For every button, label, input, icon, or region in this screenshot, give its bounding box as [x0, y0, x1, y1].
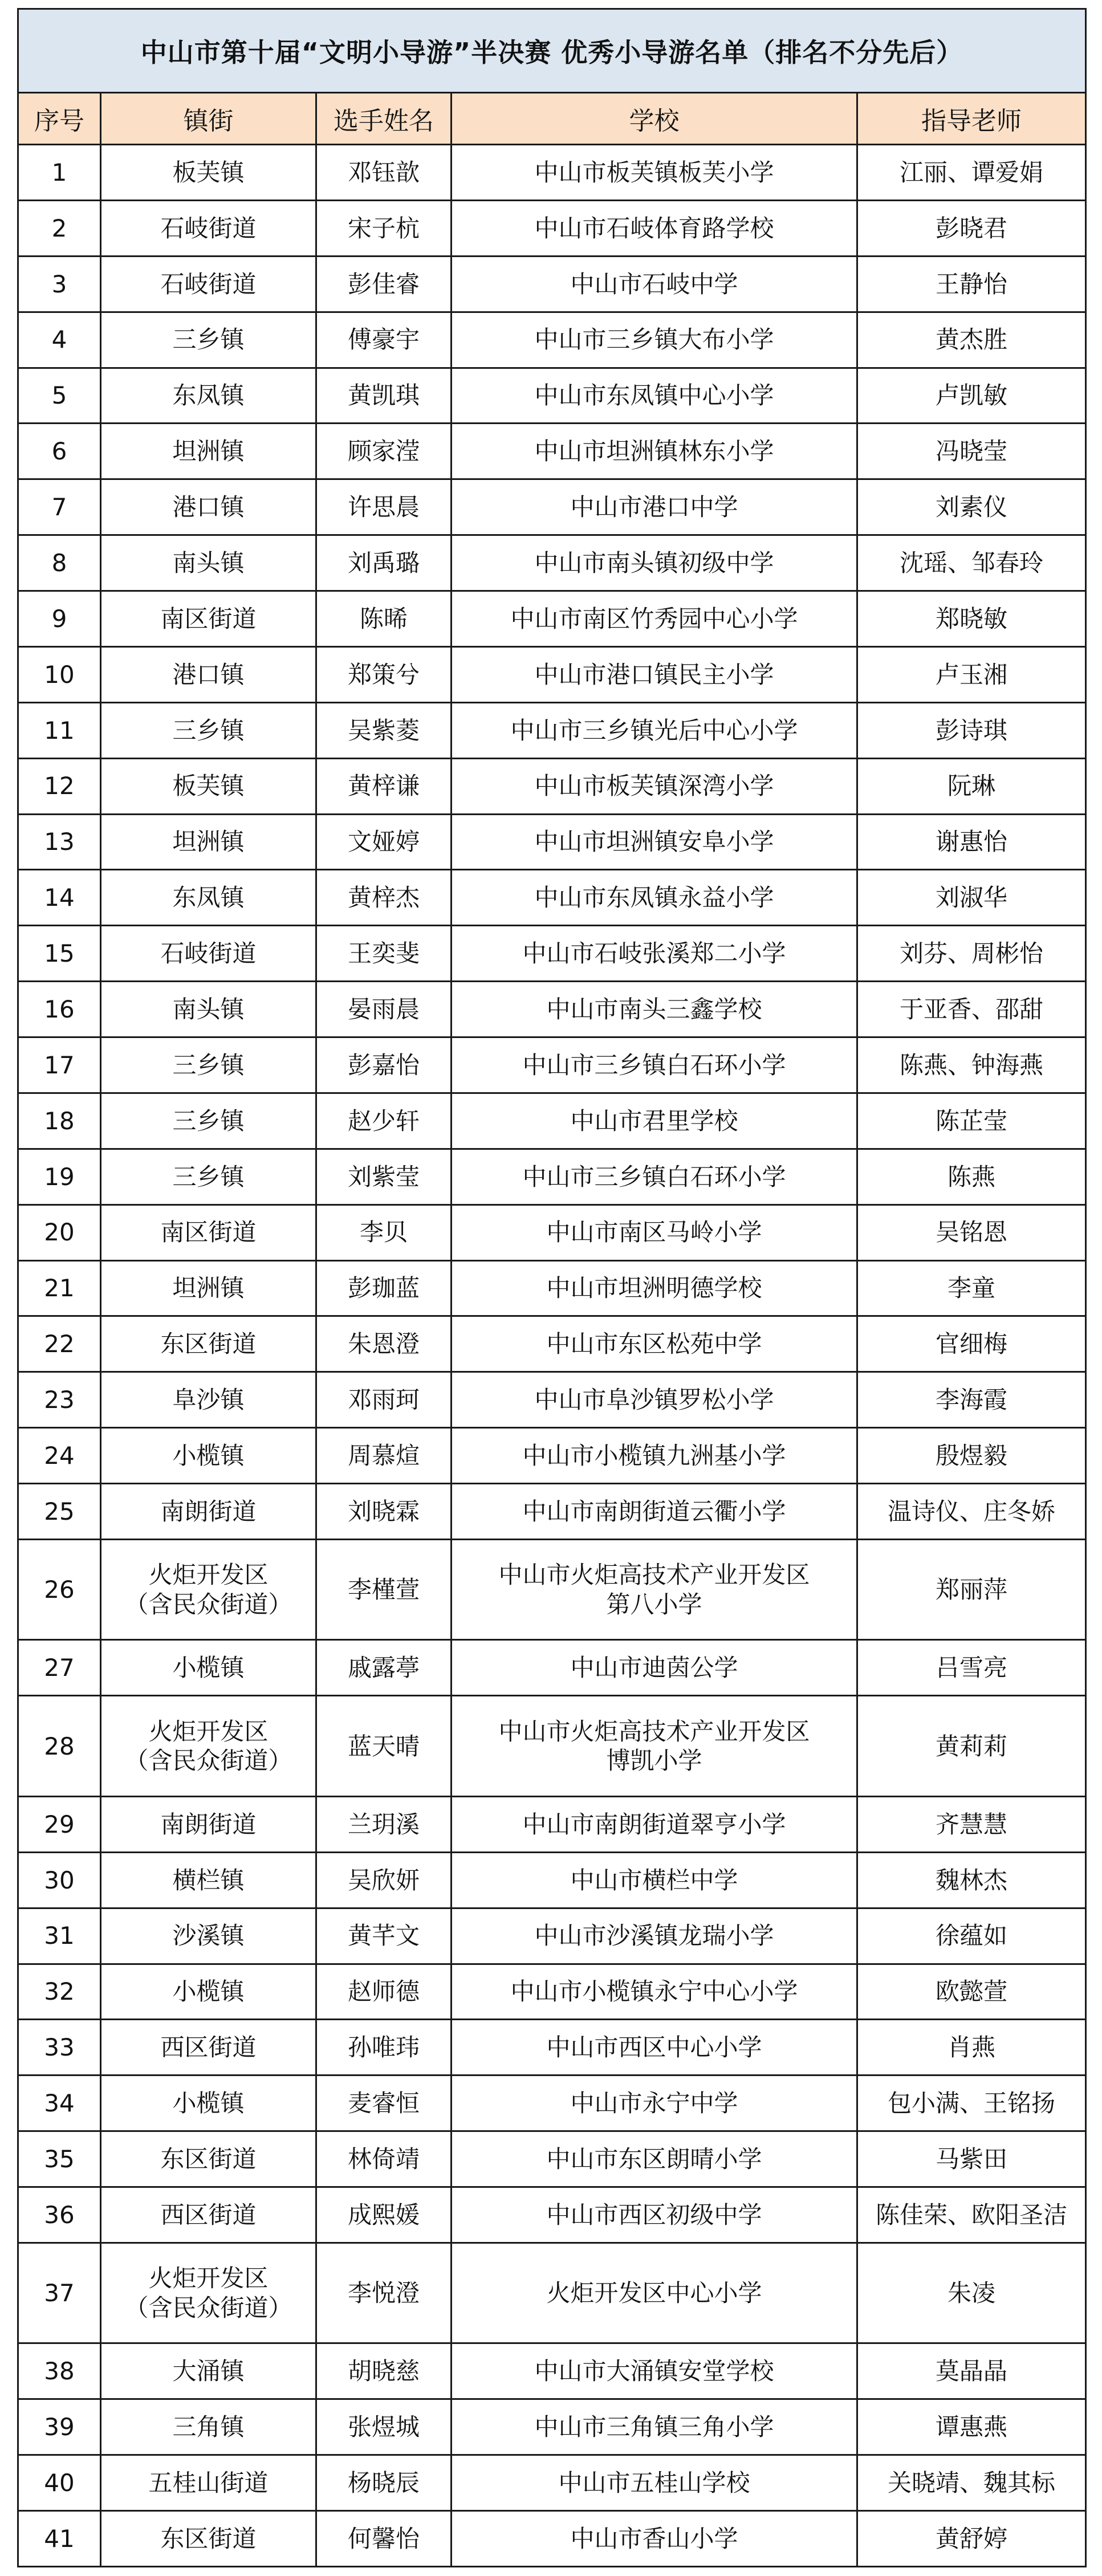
cell-town: 火炬开发区 （含民众街道） [101, 1696, 316, 1797]
cell-school: 中山市南头三鑫学校 [452, 982, 857, 1037]
table-row [18, 1149, 1086, 1204]
cell-teacher: 莫晶晶 [857, 2343, 1086, 2399]
cell-contestant: 周慕煊 [316, 1428, 452, 1484]
cell-school: 中山市三乡镇白石环小学 [452, 1149, 857, 1204]
cell-number: 39 [18, 2399, 101, 2455]
cell-contestant: 蓝天晴 [316, 1696, 452, 1797]
cell-town: 三乡镇 [101, 1093, 316, 1149]
cell-teacher: 徐蕴如 [857, 1908, 1086, 1964]
cell-contestant: 张煜城 [316, 2399, 452, 2455]
cell-number: 19 [18, 1149, 101, 1204]
cell-teacher: 魏林杰 [857, 1852, 1086, 1908]
cell-school: 中山市五桂山学校 [452, 2455, 857, 2511]
cell-contestant: 郑策兮 [316, 646, 452, 702]
table-row [18, 1964, 1086, 2020]
cell-school: 中山市沙溪镇龙瑞小学 [452, 1908, 857, 1964]
table-row [18, 1908, 1086, 1964]
table-row [18, 312, 1086, 368]
cell-school: 中山市阜沙镇罗松小学 [452, 1372, 857, 1428]
cell-number: 9 [18, 591, 101, 647]
cell-town: 东凤镇 [101, 368, 316, 424]
cell-number: 31 [18, 1908, 101, 1964]
cell-teacher: 陈芷莹 [857, 1093, 1086, 1149]
cell-number: 26 [18, 1539, 101, 1640]
cell-contestant: 刘紫莹 [316, 1149, 452, 1204]
cell-number: 34 [18, 2076, 101, 2131]
table-row [18, 870, 1086, 926]
table-row [18, 1640, 1086, 1696]
cell-teacher: 马紫田 [857, 2131, 1086, 2187]
cell-number: 24 [18, 1428, 101, 1484]
cell-contestant: 邓雨珂 [316, 1372, 452, 1428]
table-row [18, 1539, 1086, 1640]
cell-teacher: 彭诗琪 [857, 702, 1086, 758]
table-row [18, 2399, 1086, 2455]
cell-school: 中山市东区松苑中学 [452, 1316, 857, 1372]
cell-contestant: 杨晓辰 [316, 2455, 452, 2511]
cell-school: 中山市东凤镇中心小学 [452, 368, 857, 424]
table-row [18, 368, 1086, 424]
cell-contestant: 赵少轩 [316, 1093, 452, 1149]
cell-number: 20 [18, 1204, 101, 1260]
table-row [18, 1796, 1086, 1852]
cell-number: 12 [18, 758, 101, 814]
cell-number: 23 [18, 1372, 101, 1428]
cell-number: 16 [18, 982, 101, 1037]
cell-town: 东区街道 [101, 2131, 316, 2187]
cell-town: 三角镇 [101, 2399, 316, 2455]
cell-number: 4 [18, 312, 101, 368]
cell-number: 27 [18, 1640, 101, 1696]
cell-teacher: 刘芬、周彬怡 [857, 926, 1086, 982]
table-row [18, 926, 1086, 982]
cell-contestant: 麦睿恒 [316, 2076, 452, 2131]
cell-teacher: 吕雪亮 [857, 1640, 1086, 1696]
cell-school: 中山市香山小学 [452, 2511, 857, 2567]
column-header-school: 学校 [452, 93, 857, 145]
cell-teacher: 欧懿萱 [857, 1964, 1086, 2020]
cell-contestant: 黄梓谦 [316, 758, 452, 814]
cell-contestant: 宋子杭 [316, 200, 452, 256]
cell-number: 3 [18, 256, 101, 312]
cell-number: 7 [18, 479, 101, 535]
cell-teacher: 刘淑华 [857, 870, 1086, 926]
table-row [18, 1260, 1086, 1316]
cell-teacher: 谭惠燕 [857, 2399, 1086, 2455]
table-row [18, 1037, 1086, 1093]
cell-school: 中山市火炬高技术产业开发区 博凯小学 [452, 1696, 857, 1797]
table-row [18, 814, 1086, 870]
cell-number: 11 [18, 702, 101, 758]
cell-town: 坦洲镇 [101, 1260, 316, 1316]
cell-school: 中山市港口中学 [452, 479, 857, 535]
table-row [18, 479, 1086, 535]
table-row [18, 2020, 1086, 2076]
cell-number: 17 [18, 1037, 101, 1093]
cell-contestant: 何馨怡 [316, 2511, 452, 2567]
table-row [18, 1428, 1086, 1484]
cell-town: 石岐街道 [101, 200, 316, 256]
cell-contestant: 傅豪宇 [316, 312, 452, 368]
cell-town: 板芙镇 [101, 145, 316, 201]
cell-contestant: 陈晞 [316, 591, 452, 647]
cell-number: 21 [18, 1260, 101, 1316]
cell-contestant: 晏雨晨 [316, 982, 452, 1037]
table-row [18, 1696, 1086, 1797]
cell-contestant: 黄凯琪 [316, 368, 452, 424]
cell-contestant: 彭佳睿 [316, 256, 452, 312]
cell-school: 中山市君里学校 [452, 1093, 857, 1149]
cell-school: 中山市南区竹秀园中心小学 [452, 591, 857, 647]
cell-teacher: 冯晓莹 [857, 424, 1086, 479]
cell-town: 五桂山街道 [101, 2455, 316, 2511]
cell-teacher: 于亚香、邵甜 [857, 982, 1086, 1037]
cell-contestant: 朱恩澄 [316, 1316, 452, 1372]
table-row [18, 1372, 1086, 1428]
cell-teacher: 卢凯敏 [857, 368, 1086, 424]
cell-school: 中山市大涌镇安堂学校 [452, 2343, 857, 2399]
cell-town: 小榄镇 [101, 1640, 316, 1696]
column-header-teacher: 指导老师 [857, 93, 1086, 145]
cell-teacher: 王静怡 [857, 256, 1086, 312]
cell-town: 东区街道 [101, 2511, 316, 2567]
cell-number: 36 [18, 2187, 101, 2243]
cell-teacher: 关晓靖、魏其标 [857, 2455, 1086, 2511]
cell-number: 30 [18, 1852, 101, 1908]
cell-town: 石岐街道 [101, 256, 316, 312]
table-row [18, 2131, 1086, 2187]
cell-school: 中山市东区朗晴小学 [452, 2131, 857, 2187]
cell-school: 中山市迪茵公学 [452, 1640, 857, 1696]
cell-contestant: 黄芊文 [316, 1908, 452, 1964]
table-row [18, 982, 1086, 1037]
cell-contestant: 刘禹璐 [316, 535, 452, 591]
cell-number: 18 [18, 1093, 101, 1149]
cell-town: 南头镇 [101, 982, 316, 1037]
cell-contestant: 彭珈蓝 [316, 1260, 452, 1316]
cell-contestant: 邓钰歆 [316, 145, 452, 201]
cell-number: 15 [18, 926, 101, 982]
cell-town: 三乡镇 [101, 1149, 316, 1204]
table-row [18, 535, 1086, 591]
cell-teacher: 温诗仪、庄冬娇 [857, 1484, 1086, 1540]
cell-number: 6 [18, 424, 101, 479]
table-row [18, 2243, 1086, 2343]
cell-school: 中山市石岐体育路学校 [452, 200, 857, 256]
cell-town: 港口镇 [101, 479, 316, 535]
cell-contestant: 赵师德 [316, 1964, 452, 2020]
cell-teacher: 阮琳 [857, 758, 1086, 814]
cell-number: 25 [18, 1484, 101, 1540]
cell-school: 中山市三乡镇大布小学 [452, 312, 857, 368]
cell-town: 三乡镇 [101, 312, 316, 368]
cell-teacher: 官细梅 [857, 1316, 1086, 1372]
cell-school: 中山市小榄镇九洲基小学 [452, 1428, 857, 1484]
cell-town: 三乡镇 [101, 1037, 316, 1093]
cell-town: 西区街道 [101, 2187, 316, 2243]
cell-contestant: 吴紫菱 [316, 702, 452, 758]
cell-number: 29 [18, 1796, 101, 1852]
cell-contestant: 胡晓慈 [316, 2343, 452, 2399]
cell-school: 中山市西区中心小学 [452, 2020, 857, 2076]
cell-number: 33 [18, 2020, 101, 2076]
cell-contestant: 孙唯玮 [316, 2020, 452, 2076]
cell-number: 40 [18, 2455, 101, 2511]
cell-teacher: 陈燕 [857, 1149, 1086, 1204]
cell-number: 10 [18, 646, 101, 702]
cell-town: 坦洲镇 [101, 814, 316, 870]
table-row [18, 646, 1086, 702]
cell-teacher: 殷煜毅 [857, 1428, 1086, 1484]
table-title: 中山市第十届“文明小导游”半决赛 优秀小导游名单（排名不分先后） [18, 9, 1086, 93]
cell-contestant: 林倚靖 [316, 2131, 452, 2187]
cell-teacher: 陈燕、钟海燕 [857, 1037, 1086, 1093]
cell-town: 西区街道 [101, 2020, 316, 2076]
table-row [18, 2076, 1086, 2131]
cell-school: 中山市南区马岭小学 [452, 1204, 857, 1260]
cell-teacher: 李海霞 [857, 1372, 1086, 1428]
column-header-town: 镇街 [101, 93, 316, 145]
table-row [18, 1484, 1086, 1540]
cell-town: 石岐街道 [101, 926, 316, 982]
cell-school: 中山市三乡镇光后中心小学 [452, 702, 857, 758]
cell-school: 中山市板芙镇深湾小学 [452, 758, 857, 814]
cell-school: 中山市西区初级中学 [452, 2187, 857, 2243]
cell-number: 1 [18, 145, 101, 201]
table-row [18, 1852, 1086, 1908]
cell-school: 中山市板芙镇板芙小学 [452, 145, 857, 201]
table-row [18, 2455, 1086, 2511]
cell-town: 港口镇 [101, 646, 316, 702]
cell-contestant: 成熙媛 [316, 2187, 452, 2243]
cell-number: 13 [18, 814, 101, 870]
cell-school: 中山市石岐张溪郑二小学 [452, 926, 857, 982]
cell-school: 中山市三乡镇白石环小学 [452, 1037, 857, 1093]
cell-school: 中山市坦洲镇林东小学 [452, 424, 857, 479]
cell-contestant: 刘晓霖 [316, 1484, 452, 1540]
cell-town: 坦洲镇 [101, 424, 316, 479]
cell-number: 22 [18, 1316, 101, 1372]
cell-town: 阜沙镇 [101, 1372, 316, 1428]
cell-teacher: 黄莉莉 [857, 1696, 1086, 1797]
cell-school: 中山市南头镇初级中学 [452, 535, 857, 591]
cell-contestant: 许思晨 [316, 479, 452, 535]
cell-school: 中山市永宁中学 [452, 2076, 857, 2131]
cell-town: 东凤镇 [101, 870, 316, 926]
cell-town: 大涌镇 [101, 2343, 316, 2399]
cell-town: 南区街道 [101, 591, 316, 647]
cell-number: 8 [18, 535, 101, 591]
cell-teacher: 齐慧慧 [857, 1796, 1086, 1852]
column-header-number: 序号 [18, 93, 101, 145]
table-row [18, 1316, 1086, 1372]
cell-town: 小榄镇 [101, 1964, 316, 2020]
cell-contestant: 李贝 [316, 1204, 452, 1260]
cell-school: 中山市南朗街道翠亨小学 [452, 1796, 857, 1852]
cell-teacher: 刘素仪 [857, 479, 1086, 535]
cell-number: 14 [18, 870, 101, 926]
cell-school: 中山市小榄镇永宁中心小学 [452, 1964, 857, 2020]
cell-teacher: 李童 [857, 1260, 1086, 1316]
cell-number: 38 [18, 2343, 101, 2399]
table-row [18, 424, 1086, 479]
table-row [18, 591, 1086, 647]
cell-teacher: 黄舒婷 [857, 2511, 1086, 2567]
table-row [18, 2187, 1086, 2243]
table-row [18, 758, 1086, 814]
table-row [18, 2343, 1086, 2399]
cell-contestant: 彭嘉怡 [316, 1037, 452, 1093]
winners-table [17, 8, 1087, 2567]
cell-school: 中山市横栏中学 [452, 1852, 857, 1908]
cell-town: 小榄镇 [101, 2076, 316, 2131]
cell-contestant: 兰玥溪 [316, 1796, 452, 1852]
cell-number: 37 [18, 2243, 101, 2343]
cell-teacher: 肖燕 [857, 2020, 1086, 2076]
table-row [18, 256, 1086, 312]
cell-teacher: 包小满、王铭扬 [857, 2076, 1086, 2131]
cell-town: 板芙镇 [101, 758, 316, 814]
cell-number: 35 [18, 2131, 101, 2187]
cell-town: 南朗街道 [101, 1484, 316, 1540]
cell-teacher: 彭晓君 [857, 200, 1086, 256]
table-row [18, 200, 1086, 256]
column-header-contestant: 选手姓名 [316, 93, 452, 145]
table-row [18, 2511, 1086, 2567]
cell-town: 火炬开发区 （含民众街道） [101, 2243, 316, 2343]
cell-teacher: 朱凌 [857, 2243, 1086, 2343]
cell-number: 41 [18, 2511, 101, 2567]
table-row [18, 1093, 1086, 1149]
cell-teacher: 郑丽萍 [857, 1539, 1086, 1640]
cell-contestant: 顾家滢 [316, 424, 452, 479]
table-row [18, 1204, 1086, 1260]
cell-contestant: 李槿萱 [316, 1539, 452, 1640]
cell-school: 中山市坦洲镇安阜小学 [452, 814, 857, 870]
cell-contestant: 吴欣妍 [316, 1852, 452, 1908]
cell-teacher: 郑晓敏 [857, 591, 1086, 647]
cell-school: 中山市南朗街道云衢小学 [452, 1484, 857, 1540]
cell-contestant: 戚露葶 [316, 1640, 452, 1696]
cell-school: 火炬开发区中心小学 [452, 2243, 857, 2343]
cell-teacher: 卢玉湘 [857, 646, 1086, 702]
cell-town: 火炬开发区 （含民众街道） [101, 1539, 316, 1640]
cell-town: 横栏镇 [101, 1852, 316, 1908]
table-row [18, 145, 1086, 201]
cell-town: 南朗街道 [101, 1796, 316, 1852]
cell-school: 中山市港口镇民主小学 [452, 646, 857, 702]
cell-teacher: 陈佳荣、欧阳圣洁 [857, 2187, 1086, 2243]
cell-school: 中山市东凤镇永益小学 [452, 870, 857, 926]
cell-teacher: 吴铭恩 [857, 1204, 1086, 1260]
cell-teacher: 沈瑶、邹春玲 [857, 535, 1086, 591]
cell-teacher: 黄杰胜 [857, 312, 1086, 368]
table-row [18, 702, 1086, 758]
cell-number: 2 [18, 200, 101, 256]
cell-teacher: 谢惠怡 [857, 814, 1086, 870]
cell-contestant: 文娅婷 [316, 814, 452, 870]
cell-number: 28 [18, 1696, 101, 1797]
cell-number: 32 [18, 1964, 101, 2020]
cell-contestant: 王奕斐 [316, 926, 452, 982]
cell-teacher: 江丽、谭爱娟 [857, 145, 1086, 201]
cell-town: 南区街道 [101, 1204, 316, 1260]
cell-school: 中山市火炬高技术产业开发区 第八小学 [452, 1539, 857, 1640]
cell-town: 沙溪镇 [101, 1908, 316, 1964]
cell-school: 中山市坦洲明德学校 [452, 1260, 857, 1316]
cell-school: 中山市三角镇三角小学 [452, 2399, 857, 2455]
cell-town: 三乡镇 [101, 702, 316, 758]
cell-school: 中山市石岐中学 [452, 256, 857, 312]
cell-number: 5 [18, 368, 101, 424]
cell-contestant: 黄梓杰 [316, 870, 452, 926]
cell-contestant: 李悦澄 [316, 2243, 452, 2343]
cell-town: 小榄镇 [101, 1428, 316, 1484]
cell-town: 南头镇 [101, 535, 316, 591]
cell-town: 东区街道 [101, 1316, 316, 1372]
